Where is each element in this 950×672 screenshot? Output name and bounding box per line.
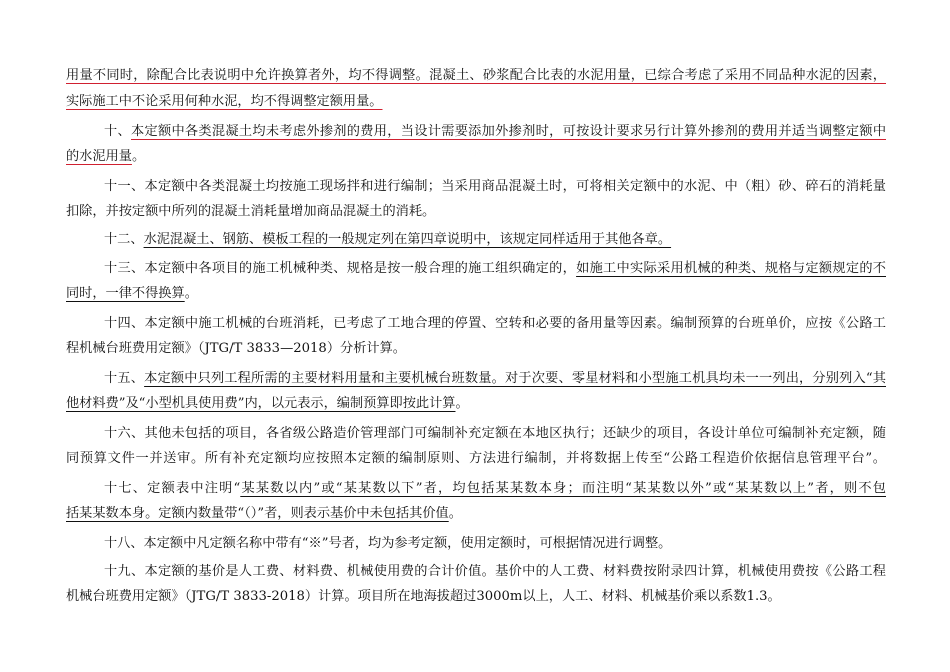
paragraph-nineteen-line-1 [104,561,886,583]
plain-text: 十六、其他未包括的项目，各省级公路造价管理部门可编制补充定额在本地区执行；还缺少的项目，各设计单位可编制补充定额，随 [104,426,886,441]
plain-text: 十七、定额表中注明“ [104,481,241,496]
underlined-text: 括某某数本身。定额内数量带“（）”者，则表示基价中未包括其价值 [66,506,449,521]
red-underlined-text: 本定额中各类混凝土均未考虑外掺剂的费用，当设计需要添加外掺剂时，可按设计要求另行计算外掺剂的费用并适当调整定额中 [130,124,886,139]
plain-text: 同预算文件一并送审。所有补充定额均应按照本定额的编制原则、方法进行编制，并将数据上传至“公路工程造价依据信息管理平台”。 [66,451,886,466]
plain-text: 扣除，并按定额中所列的混凝土消耗量增加商品混凝土的消耗。 [66,204,436,219]
paragraph-eleven-line-1 [104,176,886,198]
plain-text: 。 [455,396,469,411]
paragraph-ten-line-1 [104,121,886,143]
paragraph-thirteen-line-2 [66,283,886,305]
underlined-text: 水泥混凝土、钢筋、模板工程的一般规定列在第四章说明中，该规定同样适用于其他各章。 [143,232,672,247]
paragraph-eleven-line-2 [66,201,886,223]
paragraph-sixteen-line-2 [66,448,886,470]
underlined-text: 如施工中实际采用机械的种类、规格与定额规定的不 [576,261,886,276]
underlined-text: 同时，一律不得换算 [66,286,185,301]
plain-text: 十九、本定额的基价是人工费、材料费、机械使用费的合计价值。基价中的人工费、材料费按附录四计算，机械使用费按《公路工程 [104,564,886,579]
clause-number: 十五、 [104,371,145,386]
paragraph-thirteen-line-1 [104,258,886,280]
plain-text: 十八、本定额中凡定额名称中带有“※”号者，均为参考定额，使用定额时，可根据情况进行调整。 [104,536,672,551]
paragraph-fourteen-line-1 [104,313,886,335]
paragraph-twelve-line-1 [104,229,886,251]
plain-text: 十四、本定额中施工机械的台班消耗，已考虑了工地合理的停置、空转和必要的备用量等因素。编制预算的台班单价，应按《公路工 [104,316,886,331]
paragraph-nine-line-2 [66,91,886,113]
underlined-text: 本定额中只列工程所需的主要材料用量和主要机械台班数量。对于次要、零星材料和小型施工机具均未一一列出，分别列入“其 [144,371,886,386]
paragraph-sixteen-line-1 [104,423,886,445]
clause-number: 十二、 [104,232,144,247]
paragraph-seventeen-line-2 [66,503,886,525]
paragraph-ten-line-2 [66,146,886,168]
underlined-text: 某某数以内”或“某某数以下”者，均包括某某数本身；而注明“某某数以外”或“某某数以上”者，则不包 [240,481,886,496]
plain-text: 。 [131,149,146,164]
plain-text: 。 [448,506,462,521]
red-underlined-text: 实际施工中不论采用何种水泥，均不得调整定额用量。 [66,94,383,109]
paragraph-eighteen-line-1 [104,533,886,555]
paragraph-fifteen-line-1 [104,368,886,390]
paragraph-seventeen-line-1 [104,478,886,500]
paragraph-nine-line-1 [66,65,886,87]
paragraph-fifteen-line-2 [66,393,886,415]
plain-text: 机械台班费用定额》（JTG/T 3833-2018）计算。项目所在地海拔超过3000m以上，人工、材料、机械基价乘以系数1.3。 [66,589,781,604]
paragraph-nineteen-line-2 [66,586,886,608]
plain-text: 。 [184,286,198,301]
red-underlined-text: 用量不同时，除配合比表说明中允许换算者外，均不得调整。混凝土、砂浆配合比表的水泥用量，已综合考虑了采用不同品种水泥的因素， [66,68,886,83]
plain-text: 十一、本定额中各类混凝土均按施工现场拌和进行编制；当采用商品混凝土时，可将相关定额中的水泥、中（粗）砂、碎石的消耗量 [104,179,886,194]
plain-text: 程机械台班费用定额》（JTG/T 3833—2018）分析计算。 [66,341,406,356]
red-underlined-text: 的水泥用量 [66,149,132,164]
clause-number: 十、 [104,124,131,139]
paragraph-fourteen-line-2 [66,338,886,360]
underlined-text: 他材料费”及“小型机具使用费”内，以元表示，编制预算即按此计算 [66,396,456,411]
plain-text: 十三、本定额中各项目的施工机械种类、规格是按一般合理的施工组织确定的， [104,261,577,276]
